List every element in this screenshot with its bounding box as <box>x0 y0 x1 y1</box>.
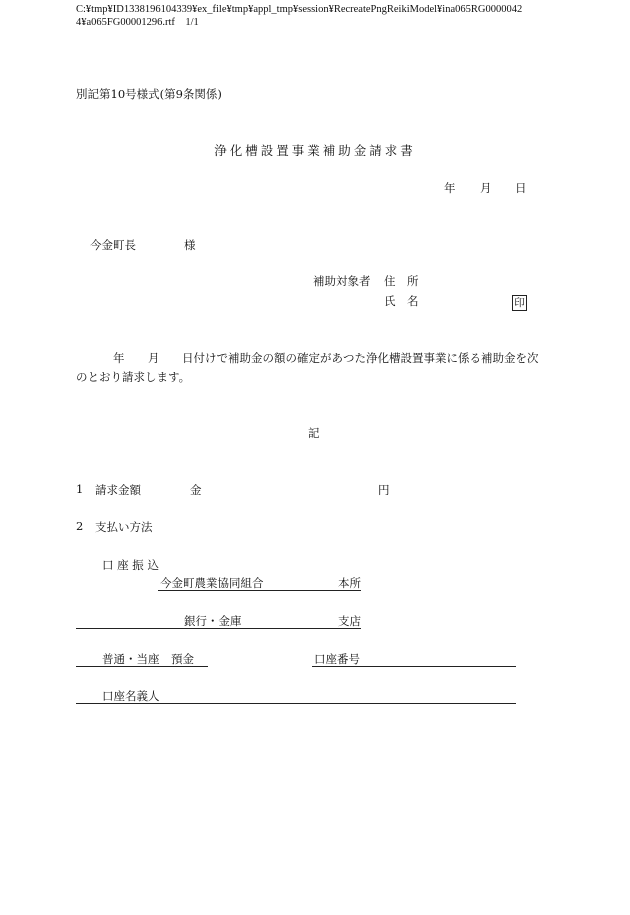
file-path-line-2: 4¥a065FG00001296.rtf 1/1 <box>76 17 199 28</box>
style-note: 別記第10号様式(第9条関係) <box>76 87 222 101</box>
name-label: 氏 名 <box>384 294 419 308</box>
date-year: 年 <box>444 181 456 195</box>
bank1-name: 今金町農業協同組合 <box>160 576 264 590</box>
file-path-line-1: C:¥tmp¥ID1338196104339¥ex_file¥tmp¥appl_tmp¥session¥RecreatePngReikiModel¥ina065RG0000042 <box>76 4 523 15</box>
seal-mark <box>512 291 527 311</box>
ki-mark: 記 <box>308 426 320 440</box>
body-line-2: のとおり請求します。 <box>76 370 191 384</box>
account-type-underline <box>76 666 208 667</box>
bank2-name: 銀行・金庫 <box>184 614 242 628</box>
item1-label: 請求金額 <box>95 483 141 497</box>
account-type: 普通・当座 預金 <box>102 652 194 666</box>
transfer-label: 口 座 振 込 <box>102 558 159 572</box>
account-holder-label: 口座名義人 <box>102 689 160 703</box>
address-label: 住 所 <box>384 274 419 288</box>
applicant-label: 補助対象者 <box>313 274 371 288</box>
body-month: 月 <box>148 351 160 365</box>
document-title: 浄化槽設置事業補助金請求書 <box>214 143 416 158</box>
account-number-label: 口座番号 <box>314 652 360 666</box>
body-year: 年 <box>113 351 125 365</box>
bank1-underline <box>158 590 361 591</box>
item1-yen: 円 <box>378 483 390 497</box>
item2-number: 2 <box>76 519 84 533</box>
item1-number: 1 <box>76 482 84 496</box>
bank2-branch: 支店 <box>338 614 361 628</box>
addressee-name: 今金町長 <box>90 238 136 252</box>
account-holder-underline <box>76 703 516 704</box>
addressee-honorific: 様 <box>184 238 196 252</box>
item2-label: 支払い方法 <box>95 520 153 534</box>
item1-kin: 金 <box>190 483 202 497</box>
seal-mark-text: 印 <box>512 295 527 311</box>
account-number-underline <box>312 666 516 667</box>
date-day: 日 <box>515 181 527 195</box>
bank1-branch: 本所 <box>338 576 361 590</box>
body-line-1: 日付けで補助金の額の確定があつた浄化槽設置事業に係る補助金を次 <box>182 351 539 365</box>
bank2-underline <box>76 628 361 629</box>
date-month: 月 <box>480 181 492 195</box>
